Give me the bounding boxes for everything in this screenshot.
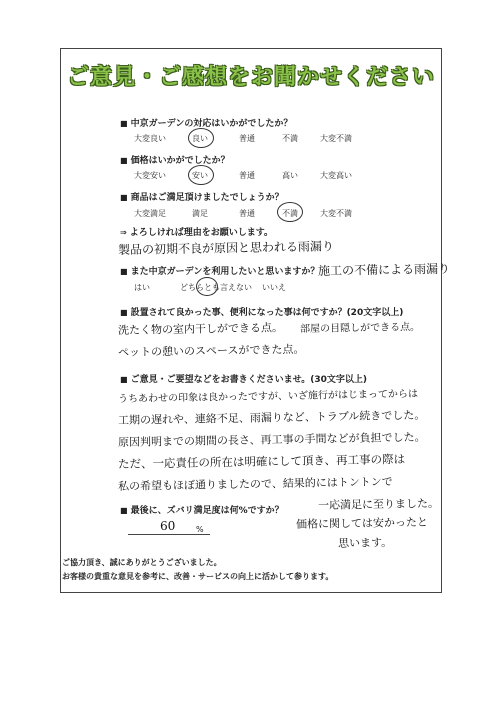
bullet-icon: ■: [120, 308, 128, 317]
arrow-icon: ⇒: [120, 228, 127, 237]
q4-option-2: どちらとも言えない: [180, 283, 252, 292]
question-7: [120, 503, 284, 516]
q3-option-2: 満足: [192, 209, 208, 218]
q6-handwritten-line-2: 工期の遅れや、連絡不足、雨漏りなど、トラブル続きでした。: [117, 408, 426, 427]
q5-handwritten-answer-3: ペットの憩いのスペースができた点。: [117, 342, 305, 359]
q3-reason-prompt: [120, 225, 273, 238]
question-5-text: 設置されて良かった事、便利になった事は何ですか？(20文字以上): [130, 308, 404, 318]
q1-option-1: 大変良い: [134, 134, 166, 143]
question-4-text: また中京ガーデンを利用したいと思いますか？: [130, 267, 320, 277]
question-4: [120, 264, 319, 277]
q3-option-1: 大変満足: [134, 209, 166, 218]
q6-handwritten-line-3: 原因判明までの期間の長さ、再工事の手間などが負担でした。: [117, 430, 426, 449]
q4-option-3: いいえ: [262, 283, 286, 292]
q3-handwritten-answer-1: 製品の初期不良が原因と思われる雨漏り: [117, 239, 335, 257]
q3-option-4: 不満: [282, 209, 298, 218]
q3-reason-prompt-text: よろしければ理由をお願いします。: [129, 228, 273, 238]
q6-handwritten-line-7: 価格に関しては安かったと: [295, 515, 429, 531]
page-title: ご意見・ご感想をお聞かせください: [66, 65, 435, 90]
q4-option-1: はい: [134, 283, 150, 292]
bullet-icon: ■: [120, 506, 128, 515]
q1-option-3: 普通: [239, 134, 255, 143]
q6-handwritten-line-8: 思います。: [337, 536, 393, 550]
q5-handwritten-answer-2: 部屋の目隠しができる点。: [299, 321, 421, 335]
question-1-text: 中京ガーデンの対応はいかがでしたか？: [130, 119, 293, 129]
q6-handwritten-line-4: ただ、一応責任の所在は明確にして頂き、再工事の際は: [117, 451, 406, 471]
q6-handwritten-line-6: 一応満足に至りました。: [317, 496, 440, 512]
q3-option-5: 大変不満: [320, 209, 352, 218]
q3-option-3: 普通: [239, 209, 255, 218]
q4-selected-circle: [196, 277, 218, 296]
question-2-text: 価格はいかがでしたか？: [130, 156, 230, 166]
q7-unit: %: [196, 525, 204, 534]
bullet-icon: ■: [120, 267, 128, 276]
q1-option-2: 良い: [192, 134, 208, 143]
q2-option-3: 普通: [239, 171, 255, 180]
bullet-icon: ■: [120, 193, 128, 202]
q3-handwritten-answer-2: 施工の不備による雨漏り: [317, 261, 451, 278]
question-1: [120, 116, 292, 129]
q2-option-1: 大変安い: [134, 171, 166, 180]
q1-option-5: 大変不満: [320, 134, 352, 143]
q7-handwritten-answer: 60: [159, 518, 176, 533]
q3-selected-circle: [277, 202, 303, 222]
q1-option-4: 不満: [282, 134, 298, 143]
q2-selected-circle: [188, 165, 214, 185]
footer-thanks: ご協力頂き、誠にありがとうございました。: [62, 558, 222, 567]
question-2: [120, 153, 230, 166]
question-3: [120, 190, 284, 203]
bullet-icon: ■: [120, 156, 128, 165]
q6-handwritten-line-5: 私の希望もほぼ通りましたので、結果的にはトントンで: [117, 475, 393, 493]
question-7-text: 最後に、ズバリ満足度は何%ですか？: [130, 506, 284, 516]
footer-note: お客様の貴重な意見を参考に、改善・サービスの向上に活かして参ります。: [62, 572, 334, 581]
q1-selected-circle: [188, 128, 214, 148]
question-6: [120, 372, 367, 385]
q7-answer-line: [128, 534, 210, 535]
q2-option-4: 高い: [282, 171, 298, 180]
question-5: [120, 305, 403, 318]
q5-handwritten-answer-1: 洗たく物の室内干しができる点。: [117, 321, 284, 337]
bullet-icon: ■: [120, 375, 128, 384]
q6-handwritten-line-1: うちあわせの印象は良かったですが、いざ施行がはじまってからは: [117, 388, 419, 405]
question-6-text: ご意見・ご要望などをお書きくださいませ。(30文字以上): [130, 375, 368, 385]
q2-option-2: 安い: [192, 171, 208, 180]
bullet-icon: ■: [120, 119, 128, 128]
q2-option-5: 大変高い: [320, 171, 352, 180]
question-3-text: 商品はご満足頂けましたでしょうか？: [130, 193, 284, 203]
